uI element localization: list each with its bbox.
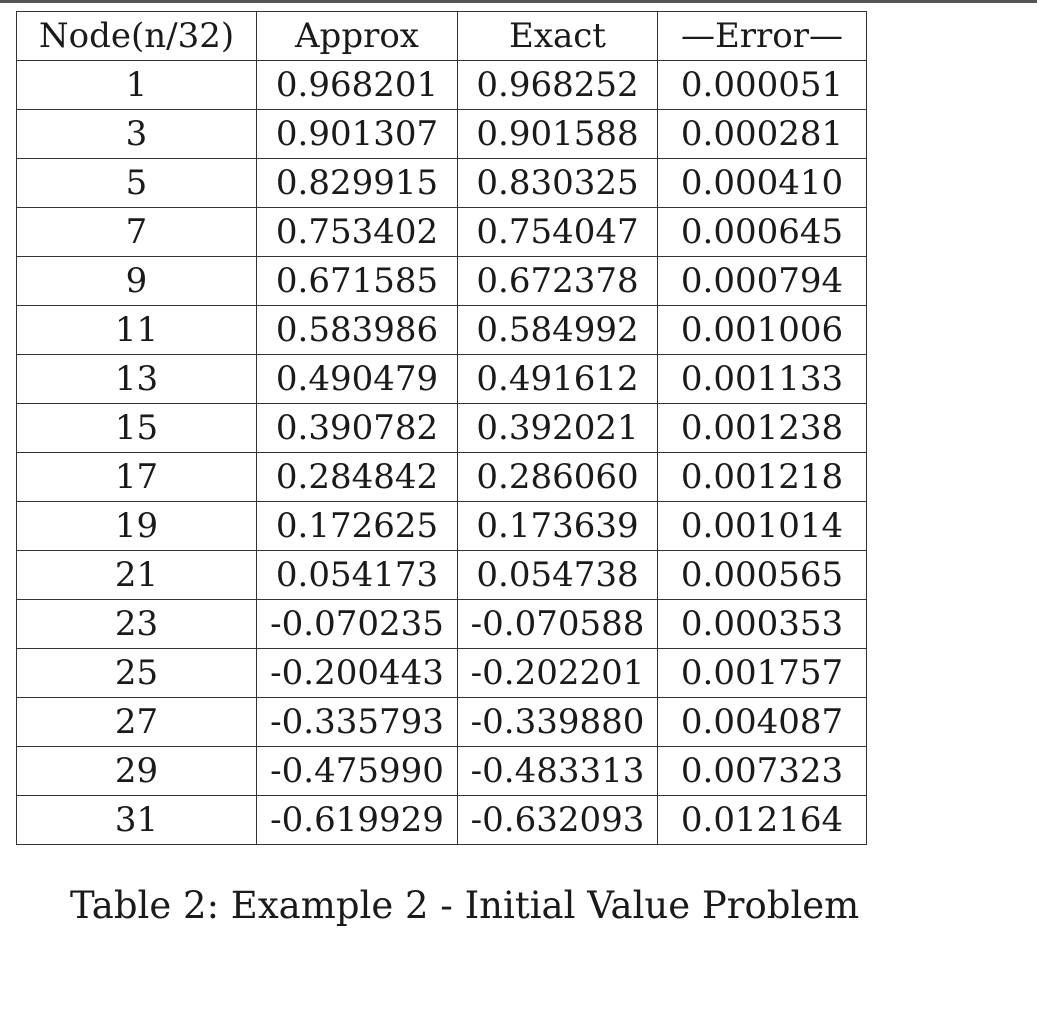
cell-error: 0.001014 bbox=[658, 502, 867, 551]
results-table bbox=[16, 11, 867, 845]
top-border-line bbox=[0, 0, 1037, 3]
cell-approx: 0.968201 bbox=[257, 61, 458, 110]
cell-approx: -0.200443 bbox=[257, 649, 458, 698]
cell-approx: -0.619929 bbox=[257, 796, 458, 845]
table-header-row bbox=[17, 12, 867, 61]
cell-exact: 0.754047 bbox=[458, 208, 658, 257]
cell-error: 0.000565 bbox=[658, 551, 867, 600]
table-row bbox=[17, 698, 867, 747]
cell-node: 11 bbox=[17, 306, 257, 355]
cell-approx: 0.390782 bbox=[257, 404, 458, 453]
cell-node: 29 bbox=[17, 747, 257, 796]
cell-node: 25 bbox=[17, 649, 257, 698]
cell-error: 0.000645 bbox=[658, 208, 867, 257]
cell-approx: 0.172625 bbox=[257, 502, 458, 551]
cell-node: 17 bbox=[17, 453, 257, 502]
cell-approx: -0.475990 bbox=[257, 747, 458, 796]
cell-exact: 0.286060 bbox=[458, 453, 658, 502]
table-row bbox=[17, 600, 867, 649]
header-error: —Error— bbox=[658, 12, 867, 61]
table-row bbox=[17, 453, 867, 502]
cell-node: 27 bbox=[17, 698, 257, 747]
cell-node: 1 bbox=[17, 61, 257, 110]
cell-node: 21 bbox=[17, 551, 257, 600]
table-row bbox=[17, 110, 867, 159]
cell-approx: 0.490479 bbox=[257, 355, 458, 404]
cell-exact: -0.632093 bbox=[458, 796, 658, 845]
cell-error: 0.004087 bbox=[658, 698, 867, 747]
cell-approx: 0.829915 bbox=[257, 159, 458, 208]
cell-exact: 0.491612 bbox=[458, 355, 658, 404]
table-row bbox=[17, 306, 867, 355]
cell-exact: 0.054738 bbox=[458, 551, 658, 600]
cell-approx: 0.583986 bbox=[257, 306, 458, 355]
table-row bbox=[17, 257, 867, 306]
cell-error: 0.000353 bbox=[658, 600, 867, 649]
cell-error: 0.001757 bbox=[658, 649, 867, 698]
results-table-container bbox=[16, 11, 867, 845]
cell-error: 0.007323 bbox=[658, 747, 867, 796]
cell-node: 9 bbox=[17, 257, 257, 306]
cell-approx: 0.753402 bbox=[257, 208, 458, 257]
cell-error: 0.012164 bbox=[658, 796, 867, 845]
header-node: Node(n/32) bbox=[17, 12, 257, 61]
cell-error: 0.001133 bbox=[658, 355, 867, 404]
cell-node: 19 bbox=[17, 502, 257, 551]
cell-node: 5 bbox=[17, 159, 257, 208]
table-row bbox=[17, 404, 867, 453]
cell-exact: 0.968252 bbox=[458, 61, 658, 110]
cell-exact: -0.339880 bbox=[458, 698, 658, 747]
cell-exact: -0.483313 bbox=[458, 747, 658, 796]
table-row bbox=[17, 355, 867, 404]
cell-exact: 0.173639 bbox=[458, 502, 658, 551]
cell-error: 0.001218 bbox=[658, 453, 867, 502]
cell-node: 3 bbox=[17, 110, 257, 159]
table-caption: Table 2: Example 2 - Initial Value Problem bbox=[70, 884, 860, 927]
table-row bbox=[17, 747, 867, 796]
cell-approx: 0.054173 bbox=[257, 551, 458, 600]
table-row bbox=[17, 502, 867, 551]
cell-exact: -0.070588 bbox=[458, 600, 658, 649]
cell-approx: -0.070235 bbox=[257, 600, 458, 649]
cell-exact: 0.901588 bbox=[458, 110, 658, 159]
table-row bbox=[17, 159, 867, 208]
cell-error: 0.000794 bbox=[658, 257, 867, 306]
table-row bbox=[17, 796, 867, 845]
table-row bbox=[17, 208, 867, 257]
header-exact: Exact bbox=[458, 12, 658, 61]
cell-exact: 0.392021 bbox=[458, 404, 658, 453]
table-row bbox=[17, 61, 867, 110]
table-body bbox=[17, 61, 867, 845]
cell-node: 13 bbox=[17, 355, 257, 404]
cell-node: 23 bbox=[17, 600, 257, 649]
cell-error: 0.000281 bbox=[658, 110, 867, 159]
table-row bbox=[17, 649, 867, 698]
header-approx: Approx bbox=[257, 12, 458, 61]
cell-error: 0.001238 bbox=[658, 404, 867, 453]
cell-node: 31 bbox=[17, 796, 257, 845]
cell-node: 7 bbox=[17, 208, 257, 257]
cell-error: 0.000051 bbox=[658, 61, 867, 110]
cell-exact: 0.672378 bbox=[458, 257, 658, 306]
cell-exact: 0.584992 bbox=[458, 306, 658, 355]
cell-node: 15 bbox=[17, 404, 257, 453]
cell-approx: 0.671585 bbox=[257, 257, 458, 306]
cell-approx: 0.901307 bbox=[257, 110, 458, 159]
cell-approx: -0.335793 bbox=[257, 698, 458, 747]
cell-error: 0.001006 bbox=[658, 306, 867, 355]
cell-approx: 0.284842 bbox=[257, 453, 458, 502]
table-row bbox=[17, 551, 867, 600]
cell-error: 0.000410 bbox=[658, 159, 867, 208]
cell-exact: -0.202201 bbox=[458, 649, 658, 698]
cell-exact: 0.830325 bbox=[458, 159, 658, 208]
